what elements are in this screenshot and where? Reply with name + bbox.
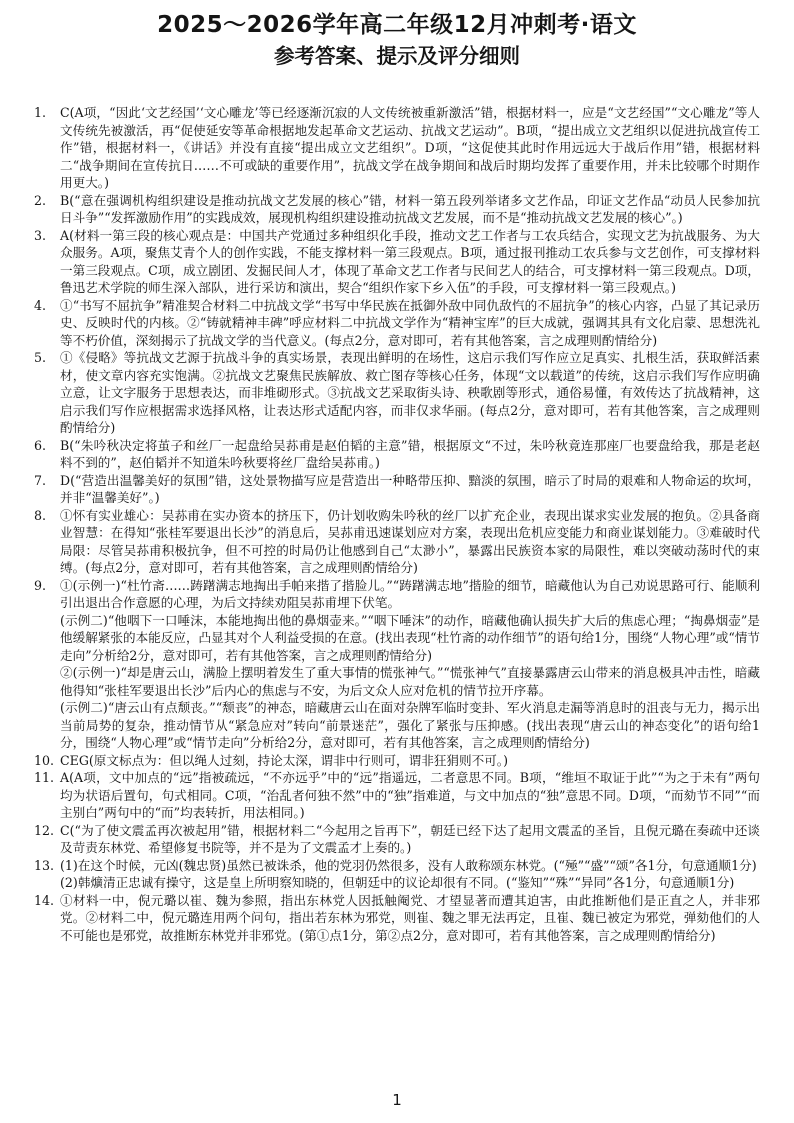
answer-number: 1. [34,105,47,120]
answer-item [34,472,760,507]
answer-body [60,437,760,472]
answer-number: 13. [34,857,55,873]
answer-body [60,857,760,892]
answer-number: 11. [34,770,55,785]
answer-text: (示例二)“唐云山有点颓丧。”“颓丧”的神态，暗藏唐云山在面对杂牌军临时变卦、军火消息走漏等消息时的沮丧与无力，揭示出当前局势的复杂，推动情节从“紧急应对”转向“前景迷茫”，强化了紧张与压抑感。(找出表现“唐云山的神态变化”的语句给1分，围绕“人物心理”或“情节走向”分析给2分，意对即可，若有其他答案，言之成理则酌情给分) [60,700,760,750]
answer-text: ①(示例一)“杜竹斋……踌躇满志地掏出手帕来揩了揩脸儿。”“踌躇满志地”揩脸的细节，暗藏他认为自己劝说思路可行、能顺利引出退出合作意愿的心理，为后文持续劝阻吴荪甫埋下伏笔。 [60,577,760,610]
answer-item [34,507,760,577]
answer-text: C(“为了使文震孟再次被起用”错，根据材料二“今起用之旨再下”，朝廷已经下达了起用文震孟的圣旨，且倪元璐在奏疏中还谈及苛责东林党、希望修复书院等，并不是为了文震孟才上奏的。) [60,822,760,855]
answer-text: CEG(原文标点为：但以绳人过刻，持论太深，谓非中行则可，谓非狂狷则不可。) [60,752,509,768]
page-number: 1 [392,1091,402,1109]
answer-text: (2)韩爌清正忠诚有操守，这是皇上所明察知晓的，但朝廷中的议论却很有不同。(“鉴知”“殊”“异同”各1分，句意通顺1分) [60,875,735,890]
answer-number: 3. [34,227,47,243]
answer-text: (示例二)“他咽下一口唾沫，本能地掏出他的鼻烟壶来。”“咽下唾沫”的动作，暗藏他确认损失扩大后的焦虑心理；“掏鼻烟壶”是他缓解紧张的本能反应，凸显其对个人利益受损的在意。(找出表现“杜竹斋的动作细节”的语句给1分，围绕“人物心理”或“情节走向”分析给2分，意对即可，若有其他答案，言之成理则酌情给分) [60,612,760,663]
answer-text: ①“书写不屈抗争”精准契合材料二中抗战文学“书写中华民族在抵御外敌中同仇敌忾的不屈抗争”的核心内容，凸显了其记录历史、反映时代的内核。②“铸就精神丰碑”呼应材料二中抗战文学作为“精神宝库”的巨大成就，强调其具有文化启蒙、思想洗礼等不朽价值，深刻揭示了抗战文学的当代意义。(每点2分，意对即可，若有其他答案，言之成理则酌情给分) [60,297,760,348]
answer-number: 2. [34,192,47,208]
answer-body [60,349,760,437]
answer-text: ①材料一中，倪元璐以崔、魏为参照，指出东林党人因抵触阉党、才望显著而遭其迫害，由此推断他们是正直之人，并非邪党。②材料二中，倪元璐连用两个问句，指出若东林为邪党，则崔、魏之罪无法再定，且崔、魏已被定为邪党，弹劾他们的人不可能也是邪党，故推断东林党并非邪党。(第①点1分，第②点2分，意对即可，若有其他答案，言之成理则酌情给分) [60,892,760,943]
answer-text: B(“朱吟秋决定将茧子和丝厂一起盘给吴荪甫是赵伯韬的主意”错，根据原文“不过，朱吟秋竟连那座厂也要盘给我，那是老赵料不到的”，赵伯韬并不知道朱吟秋要将丝厂盘给吴荪甫。) [60,437,760,470]
answer-body [60,822,760,857]
answer-item [34,104,760,192]
answer-item [34,752,760,770]
answer-item [34,892,760,945]
answer-body [60,472,760,507]
answer-number: 9. [34,577,47,593]
answer-text: C(A项，“因此‘文艺经国’‘文心雕龙’等已经逐渐沉寂的人文传统被重新激活”错，根据材料一，应是“文艺经国”“文心雕龙”等人文传统先被激活，再“促使延安等革命根据地发起革命文艺运动、抗战文艺运动”。B项，“提出成立文艺组织以促进抗战宣传工作”错，根据材料一，《讲话》并没有直接“提出成立文艺组织”。D项，“这促使其此时作用远远大于战后作用”错，根据材料二“战争期间在宣传抗日……不可或缺的重要作用”，抗战文学在战争期间和战后时期均发挥了重要作用，并未比较哪个时期作用更大。) [60,105,760,190]
answer-item [34,577,760,752]
page-title: 2025～2026学年高二年级12月冲刺考·语文 [157,12,637,38]
answer-item [34,297,760,350]
answer-body [60,507,760,577]
answer-body [60,892,760,945]
answer-number: 5. [34,350,47,365]
answer-body [60,577,760,752]
answer-item [34,437,760,472]
answer-body [60,752,760,770]
answer-text: A(材料一第三段的核心观点是：中国共产党通过多种组织化手段，推动文艺工作者与工农兵结合，实现文艺为抗战服务、为大众服务。A项，聚焦艾青个人的创作实践，不能支撑材料一第三段观点。B项，通过报刊推动工农兵参与文艺创作，可支撑材料一第三段观点。C项，成立剧团、发掘民间人才，体现了革命文艺工作者与民间艺人的结合，可支撑材料一第三段观点。D项，鲁迅艺术学院的师生深入部队，进行采访和演出，契合“组织作家下乡入伍”的手段，可支撑材料一第三段观点。) [60,227,760,295]
answer-body [60,227,760,297]
answer-item [34,192,760,227]
answer-item [34,822,760,857]
answer-body [60,769,760,822]
answer-number: 7. [34,472,47,488]
answer-number: 4. [34,297,47,313]
answer-item [34,769,760,822]
answer-text: D(“营造出温馨美好的氛围”错，这处景物描写应是营造出一种略带压抑、黯淡的氛围，暗示了时局的艰难和人物命运的坎坷，并非“温馨美好”。) [60,472,760,505]
answer-text: ②(示例一)“却是唐云山，满脸上摆明着发生了重大事情的慌张神气。”“慌张神气”直接暴露唐云山带来的消息极具冲击性，暗藏他得知“张桂军要退出长沙”后内心的焦虑与不安，为后文众人应对危机的情节拉开序幕。 [60,665,760,698]
answer-number: 6. [34,437,47,453]
answer-body [60,297,760,350]
answer-body [60,192,760,227]
answer-text: A(A项，文中加点的“远”指被疏远，“不亦远乎”中的“远”指遥远，二者意思不同。B项，“维垣不取证于此”“为之于未有”两句均为状语后置句，句式相同。C项，“治乱者何独不然”中的“独”指难道，与文中加点的“独”意思不同。D项，“而劾节不同”“而主别白”两句中的“而”均表转折，用法相同。) [60,770,760,820]
answer-body [60,104,760,192]
answer-text: ①怀有实业雄心：吴荪甫在实办资本的挤压下，仍计划收购朱吟秋的丝厂以扩充企业，表现出谋求实业发展的抱负。②具备商业智慧：在得知“张桂军要退出长沙”的消息后，吴荪甫迅速谋划应对方案，表现出危机应变能力和商业谋划能力。③难破时代局限：尽管吴荪甫积极抗争，但不可控的时局仍让他感到自己“太渺小”，暴露出民族资本家的局限性，难以突破动荡时代的束缚。(每点2分，意对即可，若有其他答案，言之成理则酌情给分) [60,507,760,575]
answer-item [34,349,760,437]
answer-item [34,227,760,297]
page-subtitle: 参考答案、提示及评分细则 [274,44,520,68]
answer-item [34,857,760,892]
answer-number: 10. [34,752,55,768]
answer-text: ①《侵略》等抗战文艺源于抗战斗争的真实场景，表现出鲜明的在场性，这启示我们写作应立足真实、扎根生活，获取鲜活素材，使文章内容充实饱满。②抗战文艺聚焦民族解放、救亡图存等核心任务，体现“文以载道”的传统，这启示我们写作应明确立意，让文字服务于思想表达，而非堆砌形式。③抗战文艺采取街头诗、秧歌剧等形式，通俗易懂，有效传达了抗战精神，这启示我们写作应根据需求选择风格，让表达形式适配内容，而非仅求华丽。(每点2分，意对即可，若有其他答案，言之成理则酌情给分) [60,350,760,435]
answer-number: 12. [34,822,55,838]
answer-number: 14. [34,892,55,908]
answer-list [34,104,760,944]
answer-text: (1)在这个时候，元凶(魏忠贤)虽然已被诛杀，他的党羽仍然很多，没有人敢称颂东林党。(“殛”“盛”“颂”各1分，句意通顺1分) [60,857,757,873]
answer-number: 8. [34,507,47,523]
answer-text: B(“意在强调机构组织建设是推动抗战文艺发展的核心”错，材料一第五段列举诸多文艺作品，印证文艺作品“动员人民参加抗日斗争”“发挥激励作用”的实践成效，展现机构组织建设推动抗战文艺发展，而不是“推动抗战文艺发展的核心”。) [60,192,760,225]
